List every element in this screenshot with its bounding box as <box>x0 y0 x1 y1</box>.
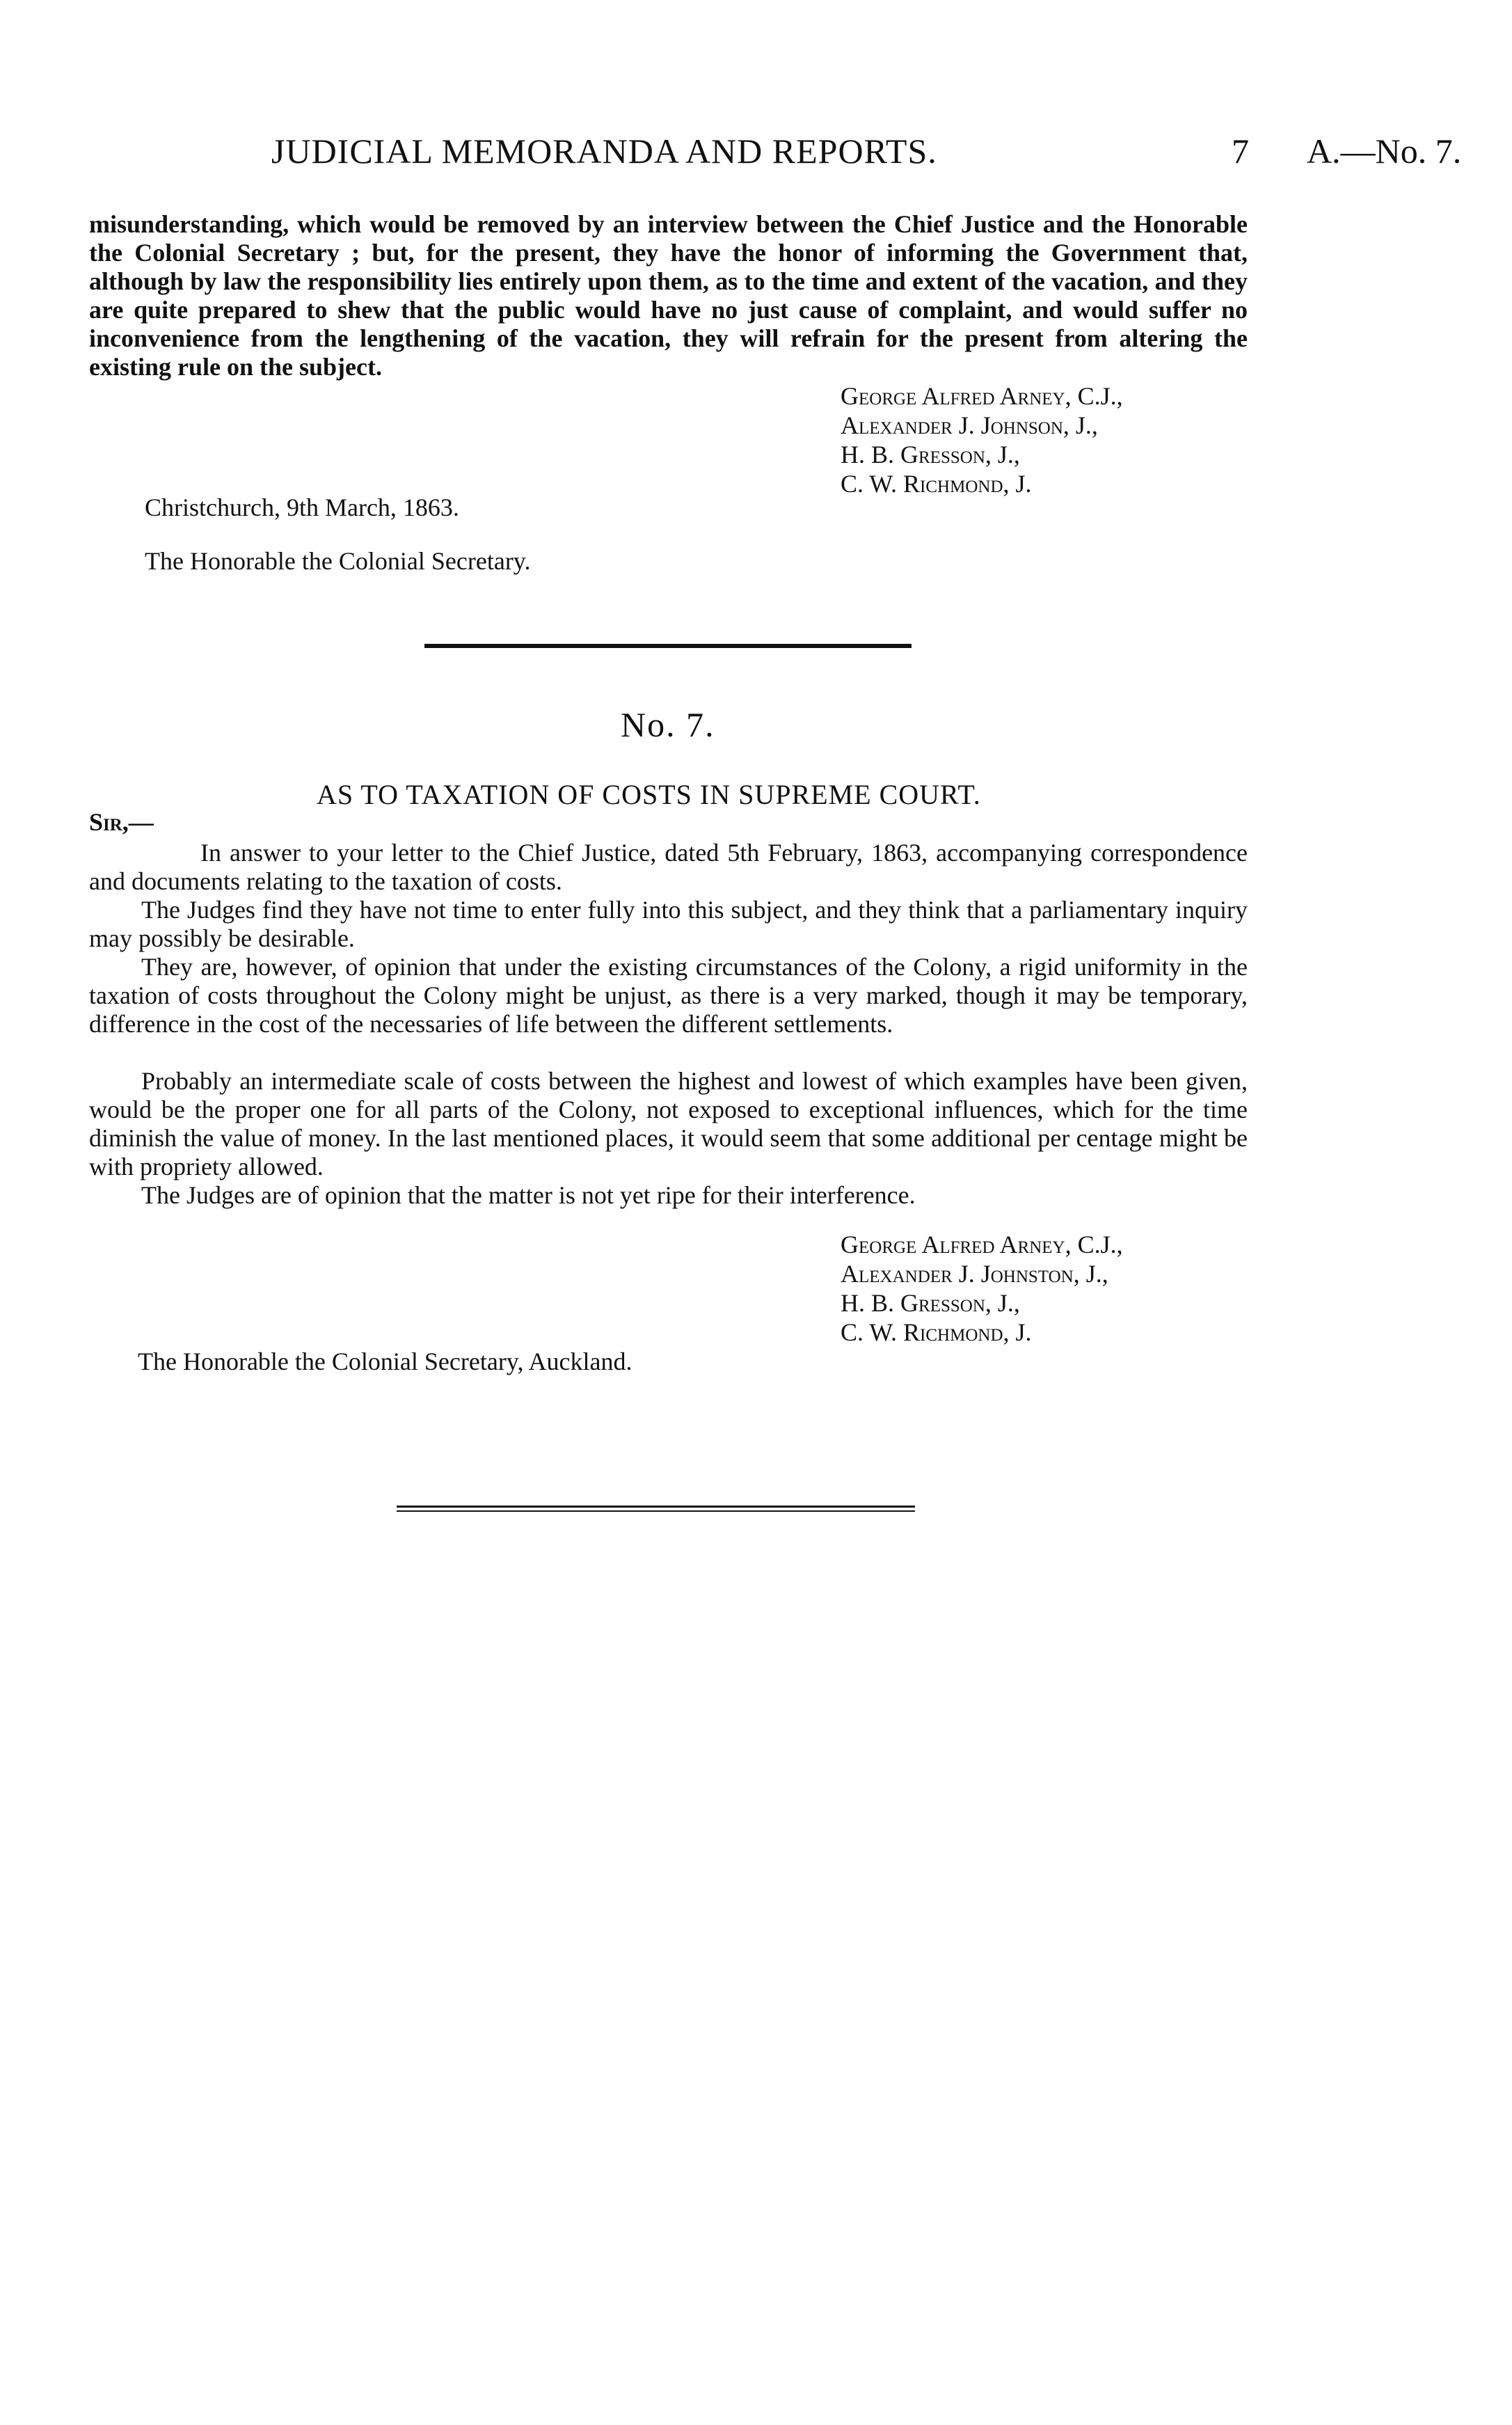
signatory: H. B. Gresson, J., <box>841 441 1020 468</box>
paragraph: In answer to your letter to the Chief Justice, dated 5th February, 1863, accompanying correspondence and documents relating to the taxation of costs. <box>89 839 1248 895</box>
paragraph: The Judges are of opinion that the matter is not yet ripe for their interference. <box>141 1181 916 1209</box>
document-number: No. 7. <box>621 705 715 744</box>
signatory: George Alfred Arney, C.J., <box>841 382 1123 410</box>
section-divider <box>424 644 912 648</box>
letter2-signatures <box>841 1230 1123 1347</box>
signatory: Alexander J. Johnston, J., <box>841 1260 1108 1288</box>
paragraph: They are, however, of opinion that under the existing circumstances of the Colony, a rigid uniformity in the taxation of costs throughout the Colony might be unjust, as there is a very marked, though it may be temporary, difference in the cost of the necessaries of life between the different settlements. <box>89 953 1248 1038</box>
document-reference: A.—No. 7. <box>1307 132 1462 171</box>
paragraph: The Judges find they have not time to enter fully into this subject, and they think that a parliamentary inquiry may possibly be desirable. <box>89 896 1248 952</box>
signatory: H. B. Gresson, J., <box>841 1289 1020 1317</box>
signatory: Alexander J. Johnson, J., <box>841 411 1098 439</box>
signatory: C. W. Richmond, J. <box>841 470 1032 498</box>
signatory: George Alfred Arney, C.J., <box>841 1231 1123 1258</box>
paragraph: Probably an intermediate scale of costs between the highest and lowest of which examples have been given, would be the proper one for all parts of the Colony, not exposed to exceptional influences, which for the time diminish the value of money. In the last mentioned places, it would seem that some additional per centage might be with propriety allowed. <box>89 1067 1248 1180</box>
document-heading: AS TO TAXATION OF COSTS IN SUPREME COURT. <box>317 779 981 810</box>
signatory: C. W. Richmond, J. <box>841 1318 1032 1346</box>
letter1-signatures <box>841 381 1123 498</box>
closing-rule-bottom <box>397 1510 915 1512</box>
letter1-addressee: The Honorable the Colonial Secretary. <box>145 547 531 575</box>
letter2-addressee: The Honorable the Colonial Secretary, Auckland. <box>138 1348 632 1375</box>
closing-rule-top <box>397 1506 915 1508</box>
running-header-title: JUDICIAL MEMORANDA AND REPORTS. <box>271 132 937 171</box>
page-number: 7 <box>1232 132 1249 171</box>
letter1-place-date: Christchurch, 9th March, 1863. <box>145 493 459 521</box>
salutation: Sir,— <box>89 808 154 836</box>
letter1-body: misunderstanding, which would be removed by an interview between the Chief Justice and the Honorable the Colonial Secretary ; but, for the present, they have the honor of informing the Government that, although by law the responsibility lies entirely upon them, as to the time and extent of the vacation, and they are quite prepared to shew that the public would have no just cause of complaint, and would suffer no inconvenience from the lengthening of the vacation, they will refrain for the present from altering the existing rule on the subject. <box>89 210 1248 381</box>
